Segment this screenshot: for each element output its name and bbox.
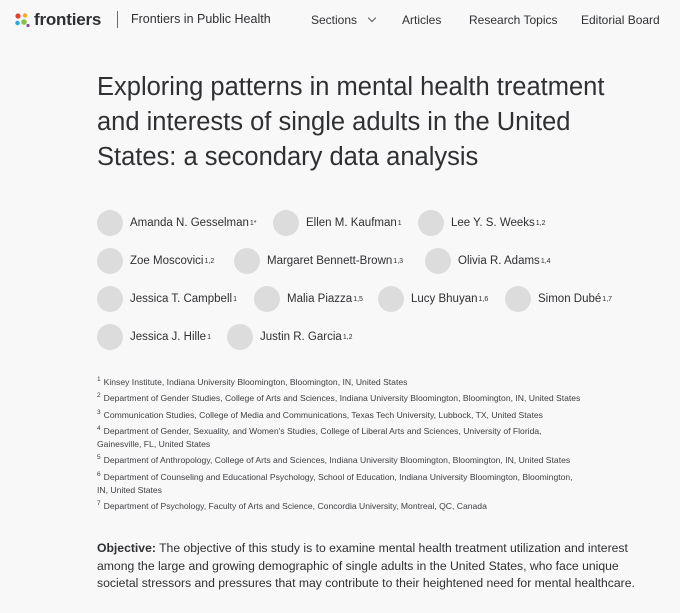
author-item[interactable] [227,324,353,350]
affiliation-number: 1 [97,376,101,383]
affiliation-number: 7 [97,500,101,508]
affiliation-number: 2 [97,392,101,400]
affiliation-text: Department of Psychology, Faculty of Arts and Science, Concordia University, Montreal, QC, Canada [103,501,487,512]
affiliation-item [97,389,657,405]
affiliation-superscript: 1,2 [535,219,546,227]
nav-sections[interactable] [311,13,375,27]
abstract-objective [97,540,657,593]
author-name: Lee Y. S. Weeks [451,217,535,229]
frontiers-logo[interactable] [14,10,101,30]
affiliation-superscript: 1* [249,219,257,227]
affiliation-superscript: 1,6 [478,295,489,303]
abstract-label: Objective: [97,541,156,555]
affiliation-number: 3 [97,408,101,416]
avatar [378,286,404,312]
nav-articles[interactable]: Articles [402,13,442,27]
affiliation-superscript: 1,2 [204,257,215,265]
author-name: Olivia R. Adams [458,255,540,267]
affiliation-item [97,468,657,498]
author-name: Jessica T. Campbell [130,293,233,305]
affiliation-text: Communication Studies, College of Media and Communications, Texas Tech University, Lubbock, TX, United States [103,409,543,420]
author-name: Simon Dubé [538,293,602,305]
avatar [97,210,123,236]
avatar [227,324,253,350]
article-title [97,70,657,175]
title-line: and interests of single adults in the United [97,108,571,136]
title-line: Exploring patterns in mental health treatment [97,73,605,101]
affiliation-superscript: 1,4 [540,257,551,265]
avatar [97,248,123,274]
author-item[interactable] [505,286,612,312]
avatar [418,210,444,236]
avatar [97,324,123,350]
affiliation-superscript: 1 [207,333,211,341]
author-name: Jessica J. Hille [130,331,207,343]
journal-name-link[interactable]: Frontiers in Public Health [131,12,271,26]
affiliation-item [97,406,657,422]
affiliation-text: IN, United States [97,485,162,495]
affiliation-number: 6 [97,470,101,478]
affiliation-text: Gainesville, FL, United States [97,439,211,450]
author-item[interactable] [97,286,237,312]
author-item[interactable] [378,286,488,312]
avatar [234,248,260,274]
author-item[interactable] [97,210,257,236]
avatar [505,286,531,312]
affiliation-text: Kinsey Institute, Indiana University Bloomington, Bloomington, IN, United States [103,376,408,387]
abstract-text: The objective of this study is to examine mental health treatment utilization and interest among the large and growing demographic of single adults in the United States, who face unique societal stressors and pressures that may contribute to their heightened need for mental healthcare. [97,541,635,590]
affiliation-number: 5 [97,454,101,462]
affiliation-text: Department of Anthropology, College of Arts and Sciences, Indiana University Bloomington, Bloomington, IN, United States [103,455,571,466]
affiliation-item [97,497,657,513]
author-name: Lucy Bhuyan [411,293,478,305]
author-item[interactable] [418,210,546,236]
affiliation-number: 4 [97,424,101,432]
author-name: Justin R. Garcia [260,331,342,343]
author-item[interactable] [234,248,403,274]
author-item[interactable] [97,248,214,274]
affiliation-text: Department of Counseling and Educational Psychology, School of Education, Indiana University Bloomington, Bloomington, [103,471,573,482]
author-name: Amanda N. Gesselman [130,217,249,229]
chevron-down-icon [368,14,376,22]
header-divider [117,11,118,28]
affiliation-superscript: 1,3 [393,257,404,265]
affiliation-item [97,451,657,467]
frontiers-logo-icon [14,12,30,28]
affiliation-item [97,373,657,389]
affiliation-text: Department of Gender Studies, College of Arts and Sciences, Indiana University Bloomington, Bloomington, IN, United States [103,393,581,404]
author-name: Ellen M. Kaufman [306,217,397,229]
affiliation-superscript: 1,5 [353,295,363,303]
affiliations-list [97,373,657,514]
avatar [97,286,123,312]
author-item[interactable] [425,248,551,274]
avatar [254,286,280,312]
affiliation-superscript: 1 [233,295,237,303]
avatar [425,248,451,274]
nav-editorial-board[interactable]: Editorial Board [581,13,660,27]
affiliation-superscript: 1,2 [342,333,353,341]
affiliation-superscript: 1,7 [602,295,613,303]
affiliation-superscript: 1 [397,219,402,227]
affiliation-text: Department of Gender, Sexuality, and Women's Studies, College of Liberal Arts and Sciences, University of Florida, [103,425,542,436]
top-navigation-bar [0,0,680,40]
author-item[interactable] [254,286,363,312]
title-line: States: a secondary data analysis [97,143,479,171]
author-name: Zoe Moscovici [130,255,204,267]
affiliation-item [97,422,657,452]
nav-sections-label: Sections [311,13,358,27]
author-item[interactable] [97,324,211,350]
author-item[interactable] [273,210,402,236]
author-name: Margaret Bennett-Brown [267,255,393,267]
nav-research-topics[interactable]: Research Topics [469,13,558,27]
avatar [273,210,299,236]
brand-name: frontiers [34,10,102,29]
author-name: Malia Piazza [287,293,353,305]
